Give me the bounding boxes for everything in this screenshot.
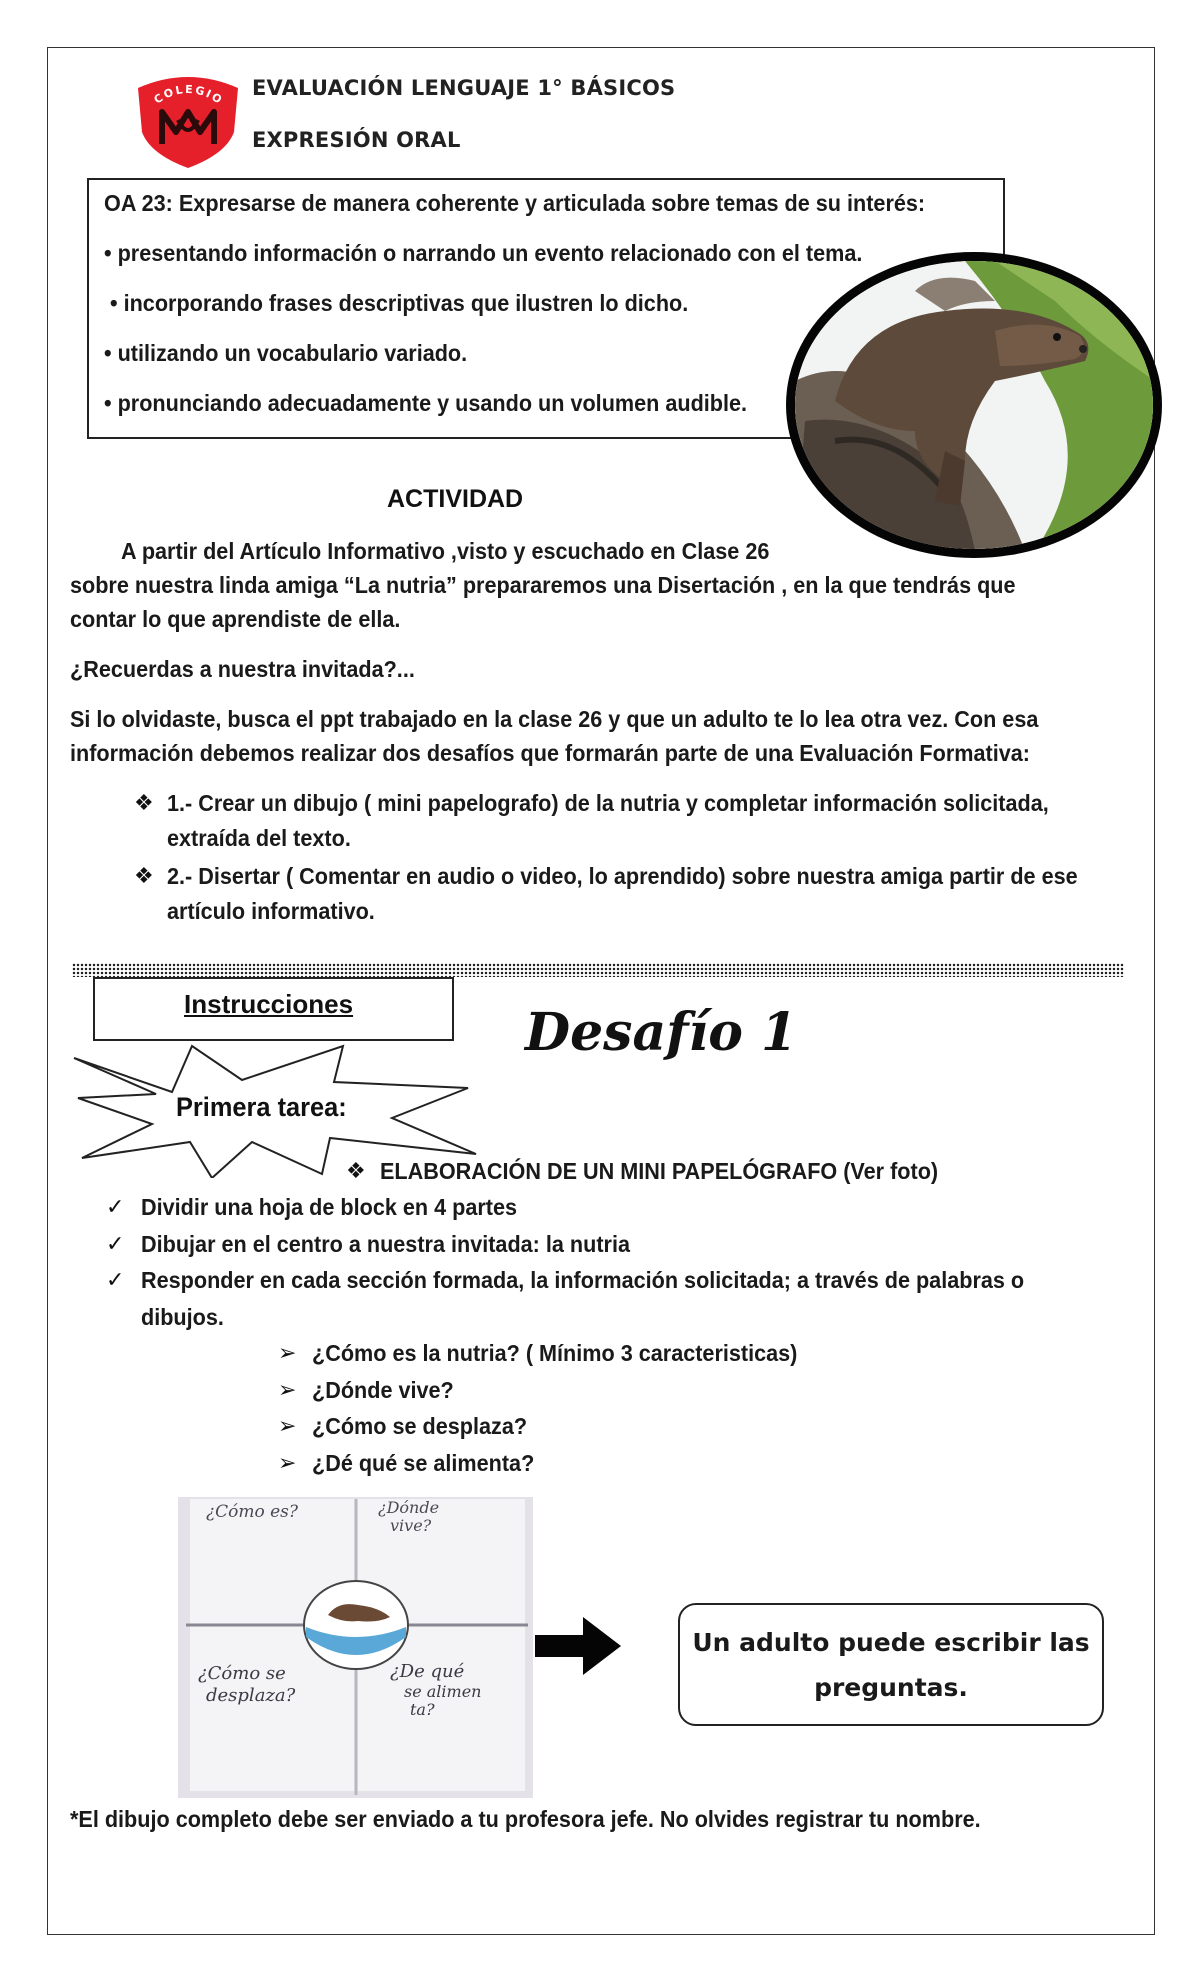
checkmark-icon: ✓ — [106, 1194, 125, 1219]
diamond-bullet-icon: ❖ — [134, 863, 154, 888]
question-item: ¿Cómo es la nutria? ( Mínimo 3 caracteristicas) — [312, 1340, 798, 1366]
arrow-bullet-icon: ➢ — [278, 1340, 297, 1365]
diamond-bullet-icon: ❖ — [134, 790, 154, 815]
footer-note: *El dibujo completo debe ser enviado a tu profesora jefe. No olvides registrar tu nombre. — [70, 1806, 981, 1832]
adult-note-line: preguntas. — [814, 1673, 968, 1702]
diamond-bullet-icon: ❖ — [346, 1158, 366, 1183]
question-item: ¿Dé qué se alimenta? — [312, 1450, 535, 1476]
adult-note-line: Un adulto puede escribir las — [692, 1628, 1090, 1657]
challenge-title: Desafío 1 — [525, 1002, 798, 1063]
photo-label: ¿Dónde — [378, 1498, 440, 1517]
step-line: Dividir una hoja de block en 4 partes — [141, 1194, 518, 1220]
photo-label: ¿Cómo es? — [206, 1502, 299, 1522]
papelografo-drawing — [178, 1497, 533, 1798]
page-title: EVALUACIÓN LENGUAJE 1° BÁSICOS — [252, 76, 676, 100]
logo-text: COLEGIO — [151, 82, 226, 108]
step-line: Responder en cada sección formada, la información solicitada; a través de palabras o — [141, 1267, 1025, 1293]
challenge-line: artículo informativo. — [167, 898, 375, 924]
photo-label: ¿De qué — [390, 1661, 465, 1682]
adult-note-box — [678, 1603, 1104, 1726]
question-item: ¿Cómo se desplaza? — [312, 1413, 528, 1439]
task-heading: ELABORACIÓN DE UN MINI PAPELÓGRAFO (Ver foto) — [380, 1158, 939, 1184]
activity-question: ¿Recuerdas a nuestra invitada?... — [70, 656, 415, 682]
step-line: Dibujar en el centro a nuestra invitada: la nutria — [141, 1231, 630, 1257]
otter-icon — [795, 261, 1155, 551]
papelografo-photo — [178, 1497, 533, 1798]
challenge-line: extraída del texto. — [167, 825, 351, 851]
task-label: Primera tarea: — [176, 1092, 347, 1122]
challenge-line: 2.- Disertar ( Comentar en audio o video, lo aprendido) sobre nuestra amiga partir de ese — [167, 863, 1078, 889]
objective-line: • presentando información o narrando un evento relacionado con el tema. — [104, 240, 863, 266]
checkmark-icon: ✓ — [106, 1231, 125, 1256]
photo-label: desplaza? — [206, 1685, 296, 1706]
objective-line: OA 23: Expresarse de manera coherente y articulada sobre temas de su interés: — [104, 190, 926, 216]
page-subtitle: EXPRESIÓN ORAL — [252, 128, 461, 152]
photo-label: vive? — [390, 1516, 432, 1535]
dotted-divider — [72, 963, 1124, 977]
otter-image — [786, 252, 1162, 558]
arrow-bullet-icon: ➢ — [278, 1450, 297, 1475]
checkmark-icon: ✓ — [106, 1267, 125, 1292]
activity-info-line: Si lo olvidaste, busca el ppt trabajado en la clase 26 y que un adulto te lo lea otra vez. Con esa — [70, 706, 1039, 732]
activity-intro-line: contar lo que aprendiste de ella. — [70, 606, 401, 632]
arrow-bullet-icon: ➢ — [278, 1413, 297, 1438]
instructions-label: Instrucciones — [184, 989, 354, 1019]
activity-info-line: información debemos realizar dos desafíos que formarán parte de una Evaluación Formativa: — [70, 740, 1030, 766]
photo-label: ta? — [410, 1700, 435, 1719]
objective-line: • utilizando un vocabulario variado. — [104, 340, 468, 366]
activity-intro-line: A partir del Artículo Informativo ,visto y escuchado en Clase 26 — [121, 538, 770, 564]
question-item: ¿Dónde vive? — [312, 1377, 454, 1403]
arrow-right-icon — [533, 1615, 623, 1677]
objective-line: • pronunciando adecuadamente y usando un volumen audible. — [104, 390, 748, 416]
activity-heading: ACTIVIDAD — [387, 485, 524, 513]
activity-intro-line: sobre nuestra linda amiga “La nutria” prepararemos una Disertación , en la que tendrás que — [70, 572, 1016, 598]
photo-label: se alimen — [404, 1682, 482, 1701]
school-logo-icon — [134, 74, 242, 170]
step-line: dibujos. — [141, 1304, 224, 1330]
photo-label: ¿Cómo se — [198, 1663, 286, 1684]
objective-line: • incorporando frases descriptivas que ilustren lo dicho. — [104, 290, 689, 316]
arrow-bullet-icon: ➢ — [278, 1377, 297, 1402]
challenge-line: 1.- Crear un dibujo ( mini papelografo) de la nutria y completar información solicitada, — [167, 790, 1049, 816]
